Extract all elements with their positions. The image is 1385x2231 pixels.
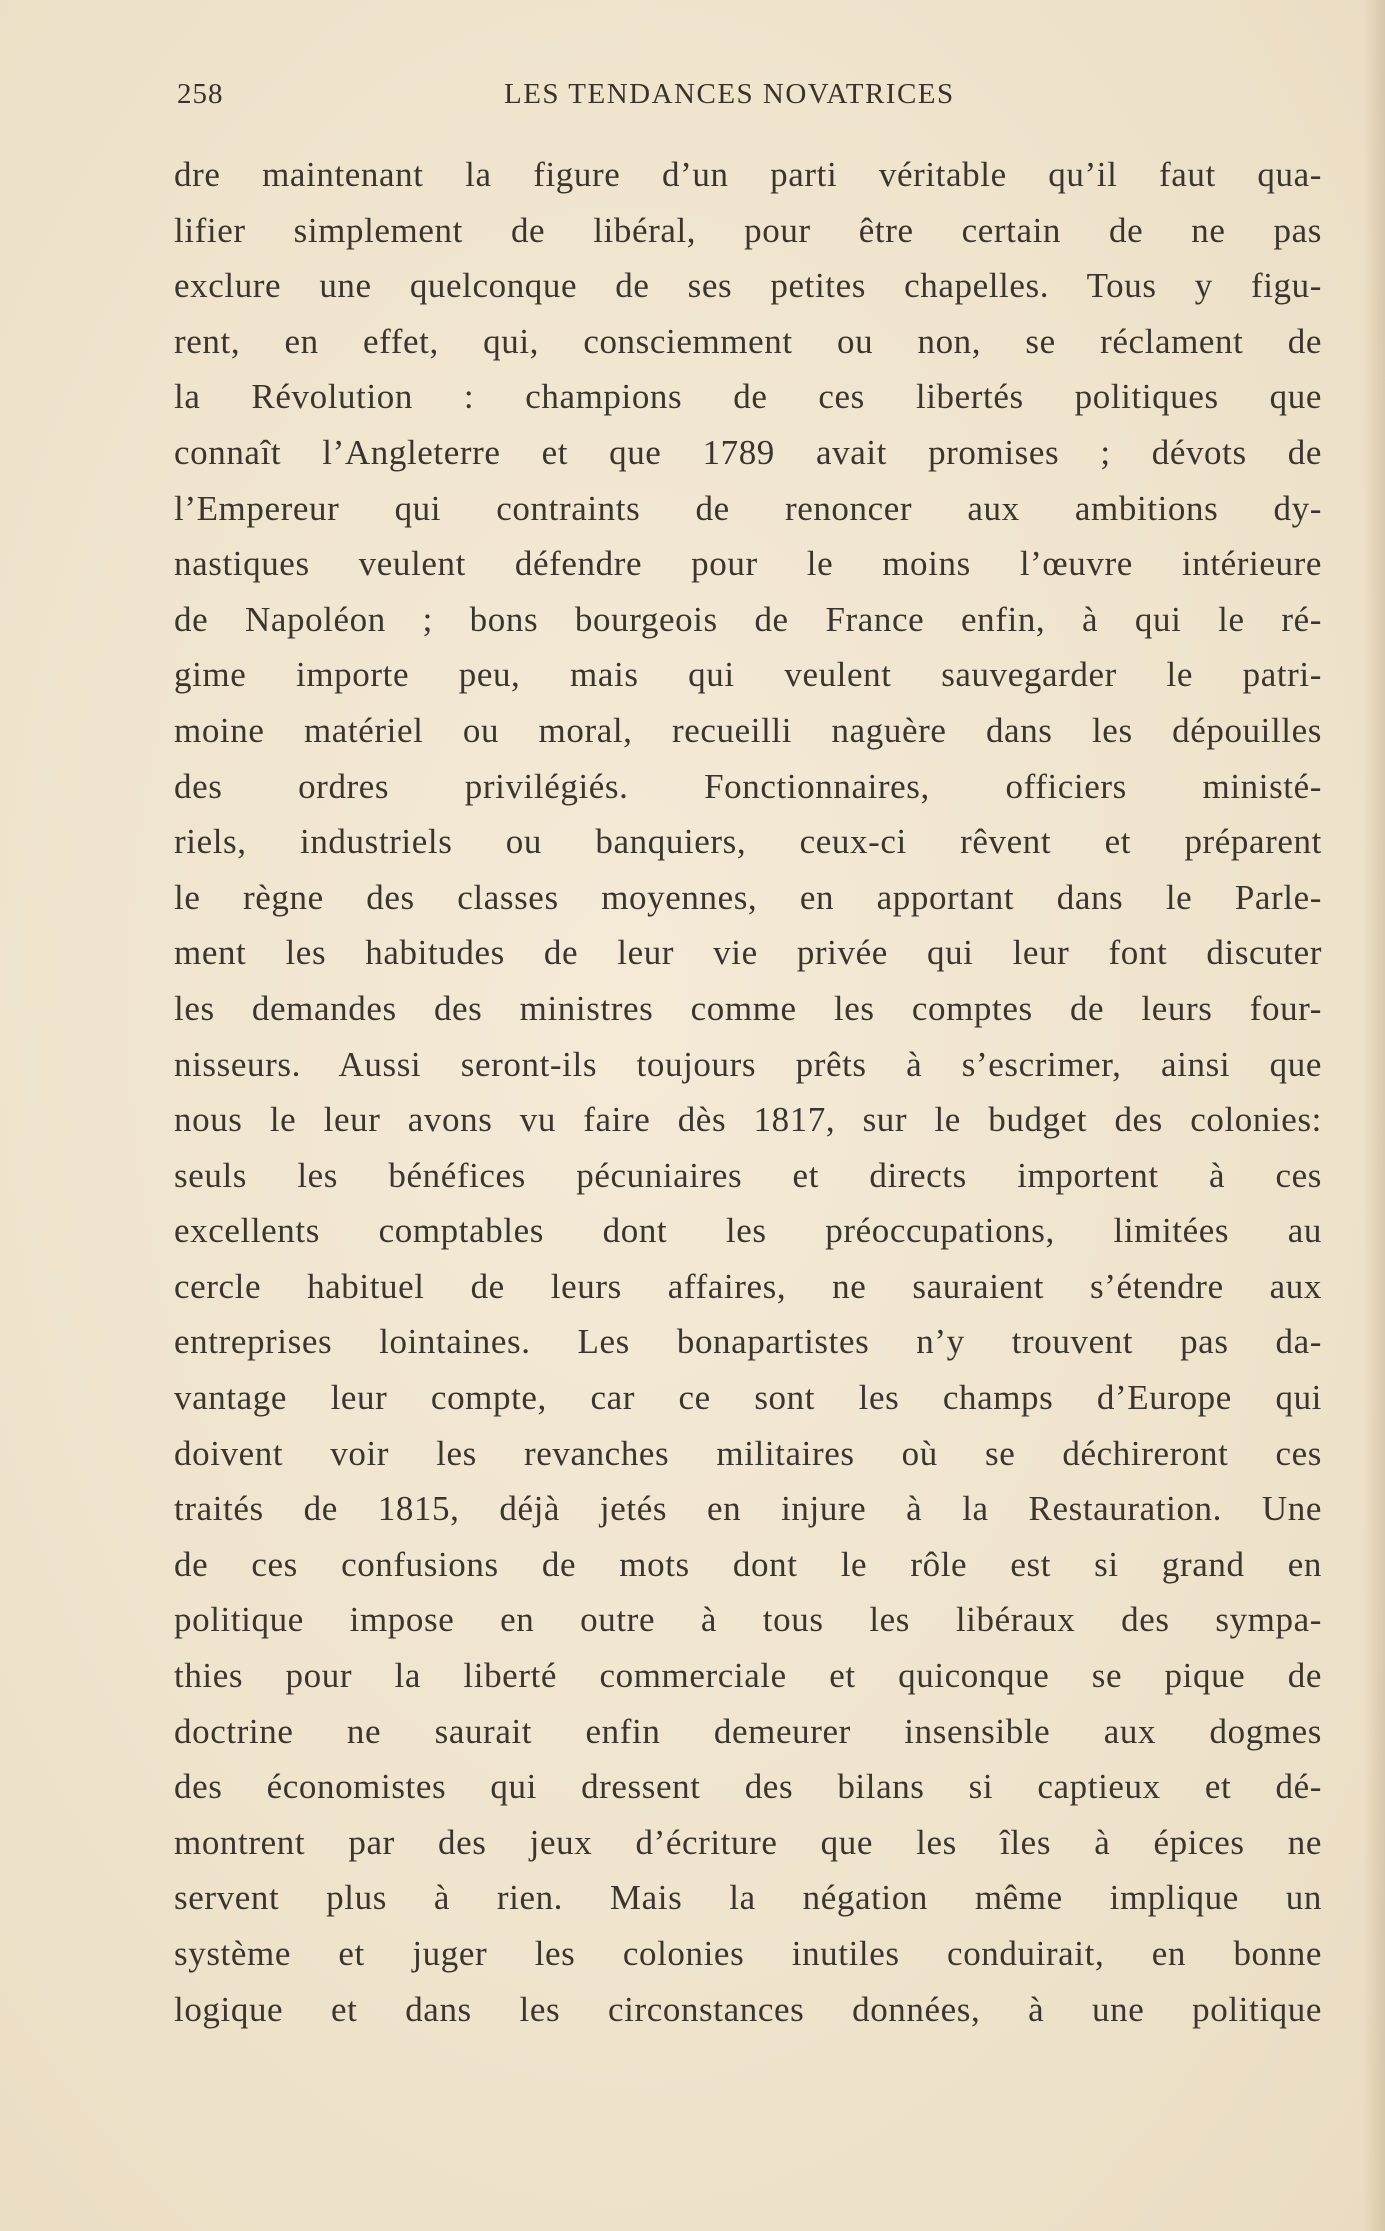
running-header [177, 78, 1327, 122]
text-line: riels, industriels ou banquiers, ceux-ci rêvent et préparent [174, 822, 1322, 862]
text-line: politique impose en outre à tous les libéraux des sympa- [174, 1600, 1322, 1640]
page-number: 258 [177, 78, 224, 110]
text-line: système et juger les colonies inutiles conduirait, en bonne [174, 1934, 1322, 1973]
body-text [174, 147, 1322, 2037]
text-line: exclure une quelconque de ses petites chapelles. Tous y figu- [174, 266, 1322, 306]
text-line: lifier simplement de libéral, pour être certain de ne pas [174, 210, 1322, 250]
text-line: dre maintenant la figure d’un parti véritable qu’il faut qua- [174, 155, 1322, 194]
text-line: servent plus à rien. Mais la négation même implique un [174, 1878, 1322, 1918]
text-line: traités de 1815, déjà jetés en injure à la Restauration. Une [174, 1489, 1322, 1529]
running-title: LES TENDANCES NOVATRICES [504, 78, 955, 110]
text-line: de ces confusions de mots dont le rôle est si grand en [174, 1544, 1322, 1584]
text-line: nous le leur avons vu faire dès 1817, sur le budget des colonies: [174, 1100, 1322, 1140]
text-line: l’Empereur qui contraints de renoncer aux ambitions dy- [174, 488, 1322, 528]
text-line: excellents comptables dont les préoccupations, limitées au [174, 1211, 1322, 1251]
text-line: vantage leur compte, car ce sont les champs d’Europe qui [174, 1378, 1322, 1418]
text-line: logique et dans les circonstances données, à une politique [174, 1989, 1322, 2029]
text-line: les demandes des ministres comme les comptes de leurs four- [174, 988, 1322, 1028]
text-line: des économistes qui dressent des bilans si captieux et dé- [174, 1767, 1322, 1807]
text-line: nisseurs. Aussi seront-ils toujours prêts à s’escrimer, ainsi que [174, 1044, 1322, 1084]
text-line: cercle habituel de leurs affaires, ne sauraient s’étendre aux [174, 1266, 1322, 1306]
page-edge-shadow [1363, 0, 1385, 2231]
text-line: connaît l’Angleterre et que 1789 avait promises ; dévots de [174, 432, 1322, 472]
text-line: moine matériel ou moral, recueilli naguère dans les dépouilles [174, 710, 1322, 750]
text-line: la Révolution : champions de ces libertés politiques que [174, 377, 1322, 417]
text-line: montrent par des jeux d’écriture que les îles à épices ne [174, 1822, 1322, 1862]
text-line: rent, en effet, qui, consciemment ou non, se réclament de [174, 321, 1322, 361]
text-line: ment les habitudes de leur vie privée qui leur font discuter [174, 933, 1322, 973]
text-line: seuls les bénéfices pécuniaires et directs importent à ces [174, 1155, 1322, 1195]
text-line: doctrine ne saurait enfin demeurer insensible aux dogmes [174, 1711, 1322, 1751]
text-line: doivent voir les revanches militaires où se déchireront ces [174, 1433, 1322, 1473]
text-line: nastiques veulent défendre pour le moins l’œuvre intérieure [174, 544, 1322, 584]
text-line: des ordres privilégiés. Fonctionnaires, officiers ministé- [174, 766, 1322, 806]
text-line: le règne des classes moyennes, en apportant dans le Parle- [174, 877, 1322, 917]
text-line: entreprises lointaines. Les bonapartistes n’y trouvent pas da- [174, 1322, 1322, 1362]
text-line: thies pour la liberté commerciale et quiconque se pique de [174, 1656, 1322, 1696]
text-line: de Napoléon ; bons bourgeois de France enfin, à qui le ré- [174, 599, 1322, 639]
text-line: gime importe peu, mais qui veulent sauvegarder le patri- [174, 655, 1322, 695]
